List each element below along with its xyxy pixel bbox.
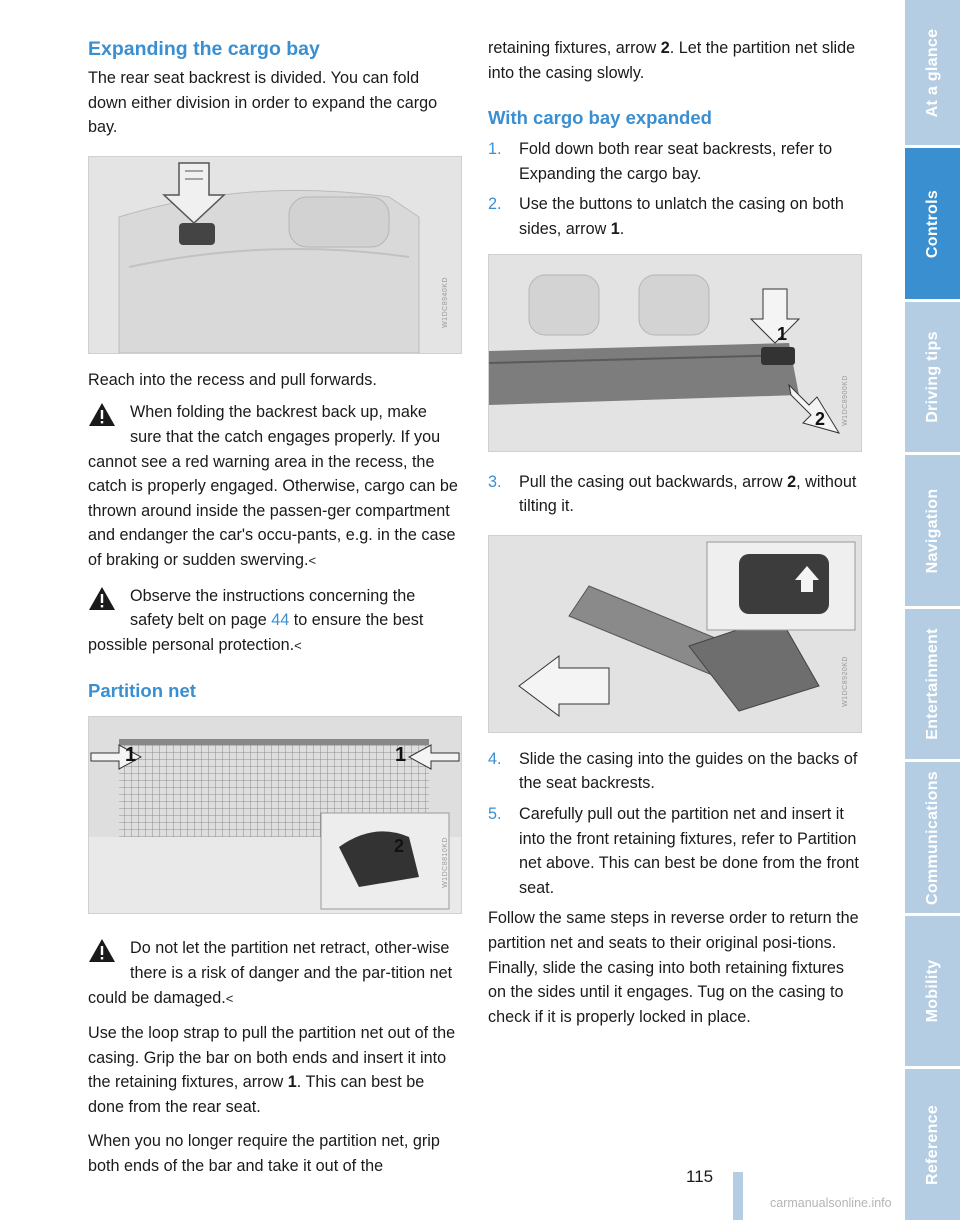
arrow-ref: 2 bbox=[787, 472, 797, 491]
unlatch-casing-illustration bbox=[489, 255, 861, 451]
step-number: 1. bbox=[488, 140, 502, 159]
cont-text-end: . Let the partition net slide into the casing slowly. bbox=[488, 39, 856, 82]
tab-at-a-glance[interactable] bbox=[905, 0, 960, 148]
warning-text: When folding the backrest back up, make sure that the catch engages properly. If you cannot see a red warning area in the recess, the catch is properly engaged. Otherwise, cargo can be thrown around inside the passen-ger compartment and endanger the car's occu-pants, e.g. in the case of braking or sudden swerving. bbox=[88, 403, 458, 569]
chapter-sidebar bbox=[905, 0, 960, 1220]
figure-code: W1DC8810KD bbox=[442, 837, 450, 889]
arrow-ref: 1 bbox=[610, 219, 620, 238]
warning-icon bbox=[88, 586, 116, 611]
step-5 bbox=[488, 802, 861, 900]
step-text-end: , without tilting it. bbox=[519, 472, 857, 516]
warning-icon bbox=[88, 938, 116, 963]
arrow-label-2: 2 bbox=[394, 836, 405, 857]
figure-unlatch-casing bbox=[488, 254, 862, 452]
step-3 bbox=[488, 470, 861, 519]
tab-controls[interactable] bbox=[905, 148, 960, 302]
section-heading-expanded: With cargo bay expanded bbox=[488, 107, 712, 129]
arrow-ref: 2 bbox=[660, 39, 670, 57]
warning-text: Observe the instructions concerning the safety belt on page bbox=[130, 586, 416, 630]
arrow-ref: 1 bbox=[287, 1073, 297, 1092]
step-number: 5. bbox=[488, 804, 502, 823]
step-4 bbox=[488, 747, 861, 796]
tab-label: Driving tips bbox=[923, 331, 941, 423]
step-number: 3. bbox=[488, 472, 502, 491]
intro-paragraph: The rear seat backrest is divided. You can fold down either division in order to expand the cargo bay. bbox=[88, 69, 438, 137]
page-link[interactable]: 44 bbox=[271, 611, 290, 630]
steps-list-c bbox=[488, 747, 861, 901]
figure-code: W1DC8940KD bbox=[442, 276, 450, 328]
reach-paragraph: Reach into the recess and pull forwards. bbox=[88, 370, 377, 389]
step-1 bbox=[488, 137, 861, 186]
figure-code: W1DC8920KD bbox=[842, 655, 850, 707]
warning-safety-belt bbox=[88, 584, 461, 659]
step-2 bbox=[488, 192, 861, 241]
figure-partition-net bbox=[88, 716, 462, 914]
step-text: Fold down both rear seat backrests, refer to Expanding the cargo bay. bbox=[519, 140, 833, 183]
arrow-label-1-left: 1 bbox=[125, 744, 137, 767]
section-heading-partition: Partition net bbox=[88, 680, 196, 702]
watermark: carmanualsonline.info bbox=[770, 1196, 892, 1210]
tab-label: At a glance bbox=[923, 28, 941, 117]
end-mark: < bbox=[294, 637, 302, 653]
tab-navigation[interactable] bbox=[905, 455, 960, 609]
loop-strap-paragraph bbox=[88, 1021, 461, 1119]
warning-backrest bbox=[88, 400, 461, 573]
right-column bbox=[488, 36, 861, 1029]
tab-label: Communications bbox=[923, 770, 941, 905]
step-number: 2. bbox=[488, 195, 502, 214]
left-column bbox=[88, 36, 461, 1179]
end-mark: < bbox=[308, 552, 317, 568]
figure-code: W1DC8900KD bbox=[842, 374, 850, 426]
page-number-bar bbox=[733, 1172, 743, 1220]
closing-paragraph: Follow the same steps in reverse order to return the partition net and seats to their original posi-tions. Finally, slide the casing into both retaining fixtures on the sides until it engages. Tug on the casing to check if it is properly locked in place. bbox=[488, 909, 859, 1026]
loop-text-cont: . This can best be done from the rear seat. bbox=[88, 1073, 425, 1116]
figure-seat-catch bbox=[88, 156, 462, 354]
continuation-paragraph bbox=[488, 36, 861, 85]
tab-entertainment[interactable] bbox=[905, 609, 960, 762]
warning-text: Do not let the partition net retract, other-wise there is a risk of danger and the par-tition net could be damaged. bbox=[88, 939, 453, 1007]
loop-text: Use the loop strap to pull the partition net out of the casing. Grip the bar on both ends and insert it into the retaining fixtures, arrow bbox=[88, 1024, 456, 1092]
tab-label: Reference bbox=[923, 1104, 941, 1185]
tab-label: Controls bbox=[923, 189, 941, 258]
tab-communications[interactable] bbox=[905, 762, 960, 916]
arrow-label-1: 1 bbox=[777, 323, 788, 344]
steps-list-a bbox=[488, 137, 861, 241]
end-mark: < bbox=[225, 990, 234, 1006]
figure-pull-casing bbox=[488, 535, 862, 733]
warning-text-cont: to ensure the best possible personal protection. bbox=[88, 611, 424, 654]
arrow-label-1-right: 1 bbox=[395, 744, 407, 767]
tab-driving-tips[interactable] bbox=[905, 302, 960, 455]
step-text: Pull the casing out backwards, arrow bbox=[519, 472, 788, 491]
tab-mobility[interactable] bbox=[905, 916, 960, 1069]
tab-reference[interactable] bbox=[905, 1069, 960, 1220]
tab-label: Mobility bbox=[923, 959, 941, 1023]
step-text: Slide the casing into the guides on the backs of the seat backrests. bbox=[519, 749, 858, 793]
partition-net-illustration bbox=[89, 717, 461, 913]
warning-partition bbox=[88, 936, 461, 1011]
no-longer-paragraph: When you no longer require the partition net, grip both ends of the bar and take it out of the bbox=[88, 1132, 440, 1176]
section-heading-expanding: Expanding the cargo bay bbox=[88, 38, 320, 60]
cont-text: retaining fixtures, arrow bbox=[488, 39, 661, 57]
tab-label: Entertainment bbox=[923, 628, 941, 740]
step-text: Use the buttons to unlatch the casing on both sides, arrow bbox=[519, 195, 844, 238]
page-number: 115 bbox=[686, 1167, 714, 1186]
arrow-label-2: 2 bbox=[815, 408, 826, 429]
step-text-end: . bbox=[619, 219, 625, 238]
seat-catch-illustration bbox=[89, 157, 461, 353]
step-number: 4. bbox=[488, 749, 502, 768]
step-text: Carefully pull out the partition net and insert it into the front retaining fixtures, refer to Partition net above. This can best be done from the front seat. bbox=[519, 804, 859, 897]
tab-label: Navigation bbox=[923, 488, 941, 573]
pull-casing-illustration bbox=[489, 536, 861, 732]
steps-list-b bbox=[488, 470, 861, 519]
warning-icon bbox=[88, 402, 116, 427]
